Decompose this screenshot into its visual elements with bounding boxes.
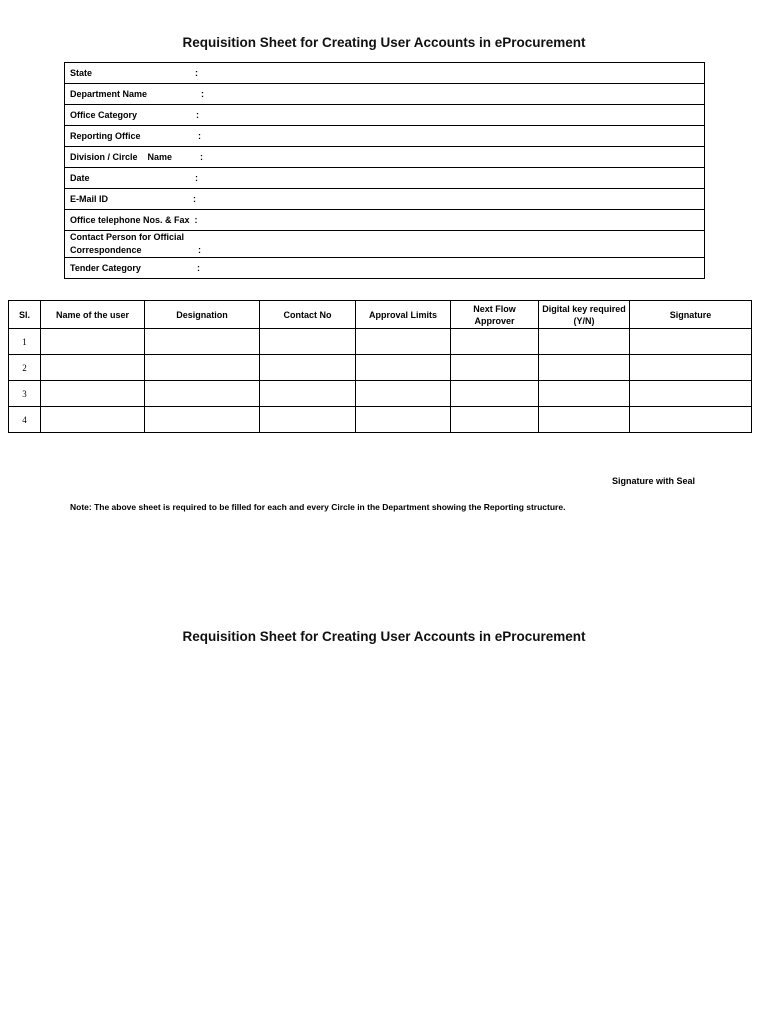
table-row: [9, 407, 752, 433]
info-label: Division / Circle Name: [70, 152, 173, 162]
date-field[interactable]: [65, 168, 705, 189]
contact-no-cell[interactable]: [260, 381, 356, 407]
name-cell[interactable]: [41, 329, 145, 355]
next-flow-approver-cell[interactable]: [451, 407, 539, 433]
users-table: [8, 300, 752, 433]
table-row: [9, 329, 752, 355]
approval-limits-cell[interactable]: [356, 381, 451, 407]
info-colon: :: [197, 263, 200, 273]
info-colon: :: [195, 173, 198, 183]
division-circle-name-field[interactable]: [65, 147, 705, 168]
signature-cell[interactable]: [630, 381, 752, 407]
next-flow-approver-cell[interactable]: [451, 381, 539, 407]
info-label: Department Name: [70, 89, 148, 99]
office-info-table: [64, 62, 705, 279]
approval-limits-cell[interactable]: [356, 407, 451, 433]
info-row-date: [65, 168, 705, 189]
digital-key-cell[interactable]: [539, 355, 630, 381]
approval-limits-cell[interactable]: [356, 355, 451, 381]
row-serial-number: 3: [9, 381, 41, 407]
signature-cell[interactable]: [630, 329, 752, 355]
info-colon: :: [201, 89, 204, 99]
info-colon: :: [200, 152, 203, 162]
info-row-contact-person: [65, 231, 705, 258]
approval-limits-cell[interactable]: [356, 329, 451, 355]
designation-cell[interactable]: [145, 407, 260, 433]
row-serial-number: 4: [9, 407, 41, 433]
info-colon: :: [196, 110, 199, 120]
info-label: Reporting Office: [70, 131, 141, 141]
next-flow-approver-cell[interactable]: [451, 355, 539, 381]
table-row: [9, 355, 752, 381]
row-serial-number: 2: [9, 355, 41, 381]
column-header-contact-no: Contact No: [260, 301, 356, 329]
name-cell[interactable]: [41, 381, 145, 407]
contact-no-cell[interactable]: [260, 407, 356, 433]
signature-cell[interactable]: [630, 407, 752, 433]
note-text: Note: The above sheet is required to be filled for each and every Circle in the Department showing the Reporting structure.: [70, 502, 566, 512]
digital-key-cell[interactable]: [539, 407, 630, 433]
designation-cell[interactable]: [145, 329, 260, 355]
office-category-field[interactable]: [65, 105, 705, 126]
signature-with-seal-label: Signature with Seal: [612, 476, 696, 486]
table-row: [9, 381, 752, 407]
next-flow-approver-cell[interactable]: [451, 329, 539, 355]
digital-key-cell[interactable]: [539, 329, 630, 355]
info-row-office-telephone: [65, 210, 705, 231]
info-colon: :: [198, 245, 201, 255]
info-row-division-circle-name: [65, 147, 705, 168]
column-header-sl: Sl.: [9, 301, 41, 329]
tender-category-field[interactable]: [65, 258, 705, 279]
info-row-reporting-office: [65, 126, 705, 147]
row-serial-number: 1: [9, 329, 41, 355]
info-label: Office Category: [70, 110, 138, 120]
info-row-tender-category: [65, 258, 705, 279]
info-colon: :: [193, 194, 196, 204]
column-header-digital-key: Digital key required (Y/N): [539, 301, 630, 329]
contact-person-field[interactable]: [65, 231, 705, 258]
column-header-signature: Signature: [630, 301, 752, 329]
info-label: Date: [70, 173, 90, 183]
info-row-state: [65, 63, 705, 84]
info-label: State: [70, 68, 93, 78]
info-colon: :: [195, 68, 198, 78]
reporting-office-field[interactable]: [65, 126, 705, 147]
department-name-field[interactable]: [65, 84, 705, 105]
column-header-next-flow-approver: Next Flow Approver: [451, 301, 539, 329]
office-telephone-fax-field[interactable]: [65, 210, 705, 231]
name-cell[interactable]: [41, 407, 145, 433]
info-colon: :: [198, 131, 201, 141]
name-cell[interactable]: [41, 355, 145, 381]
info-label: E-Mail ID: [70, 194, 109, 204]
info-row-department-name: [65, 84, 705, 105]
column-header-name-of-user: Name of the user: [41, 301, 145, 329]
signature-cell[interactable]: [630, 355, 752, 381]
users-table-header-row: [9, 301, 752, 329]
contact-no-cell[interactable]: [260, 329, 356, 355]
info-row-office-category: [65, 105, 705, 126]
info-label: Office telephone Nos. & Fax :: [70, 215, 198, 225]
contact-no-cell[interactable]: [260, 355, 356, 381]
designation-cell[interactable]: [145, 355, 260, 381]
designation-cell[interactable]: [145, 381, 260, 407]
page-title: Requisition Sheet for Creating User Accounts in eProcurement: [182, 35, 586, 50]
page-title-repeat: Requisition Sheet for Creating User Accounts in eProcurement: [182, 629, 586, 644]
info-row-email-id: [65, 189, 705, 210]
info-label-line2: Correspondence: [70, 245, 142, 255]
state-field[interactable]: [65, 63, 705, 84]
info-label: Tender Category: [70, 263, 141, 273]
digital-key-cell[interactable]: [539, 381, 630, 407]
info-label-line1: Contact Person for Official: [70, 232, 185, 242]
column-header-designation: Designation: [145, 301, 260, 329]
email-id-field[interactable]: [65, 189, 705, 210]
column-header-approval-limits: Approval Limits: [356, 301, 451, 329]
